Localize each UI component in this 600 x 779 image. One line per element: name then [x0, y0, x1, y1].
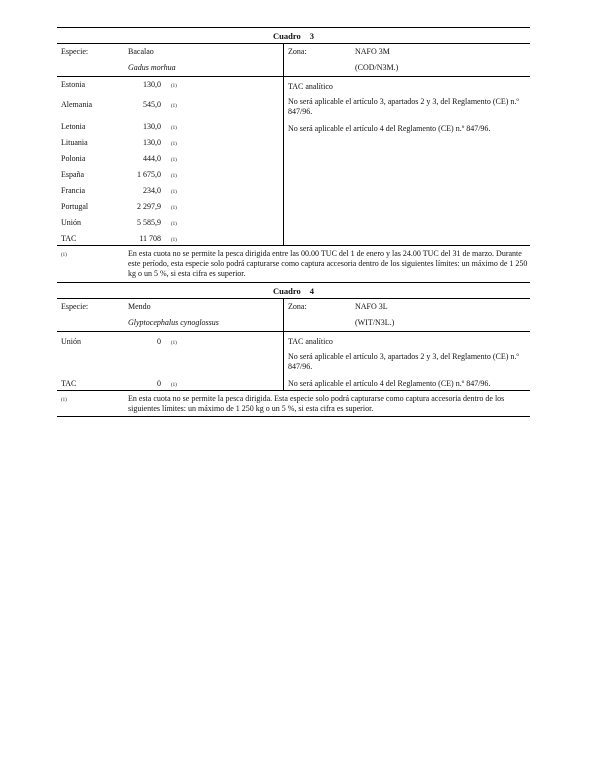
country-name: Alemania	[61, 100, 93, 109]
species-common-name: Mendo	[128, 302, 151, 311]
country-quota-list	[57, 332, 284, 390]
zone-name: NAFO 3M	[355, 47, 390, 56]
footnote-ref: (1)	[171, 222, 177, 227]
country-name: Lituania	[61, 138, 88, 147]
quota-value: 11 708	[139, 234, 161, 243]
quota-value: 130,0	[143, 138, 161, 147]
quota-value: 130,0	[143, 122, 161, 131]
footnote-ref: (1)	[171, 206, 177, 211]
quota-table-4	[57, 283, 530, 417]
quota-value: 130,0	[143, 80, 161, 89]
country-name: Unión	[61, 337, 81, 346]
quota-row	[57, 138, 283, 149]
footnote-ref: (1)	[171, 126, 177, 131]
species-latin-name: Glyptocephalus cynoglossus	[128, 318, 219, 327]
footnote	[57, 390, 530, 417]
zone-label: Zona:	[288, 47, 307, 56]
quota-value: 545,0	[143, 100, 161, 109]
note-article-4: No será aplicable el artículo 4 del Reglamento (CE) n.º 847/96.	[288, 124, 491, 133]
species-common-name: Bacalao	[128, 47, 154, 56]
footnote-ref: (1)	[171, 158, 177, 163]
table-title: Cuadro 3	[273, 31, 314, 41]
table-header	[57, 27, 530, 44]
note-article-4: No será aplicable el artículo 4 del Reglamento (CE) n.º 847/96.	[288, 379, 491, 388]
country-name: Polonia	[61, 154, 86, 163]
species-label: Especie:	[61, 47, 89, 56]
quota-row	[57, 218, 283, 229]
quota-body	[57, 77, 530, 245]
quota-row	[57, 337, 283, 348]
quota-row	[57, 122, 283, 133]
species-row	[57, 299, 530, 332]
quota-body	[57, 332, 530, 390]
country-name: TAC	[61, 234, 77, 243]
species-latin-name: Gadus morhua	[128, 63, 176, 72]
country-name: Francia	[61, 186, 85, 195]
quota-row	[57, 100, 283, 111]
quota-value: 1 675,0	[137, 170, 161, 179]
quota-row	[57, 379, 283, 390]
quota-row	[57, 186, 283, 197]
quota-value: 5 585,9	[137, 218, 161, 227]
zone-code: (COD/N3M.)	[355, 63, 399, 72]
quota-value: 444,0	[143, 154, 161, 163]
tac-type: TAC analítico	[288, 337, 333, 346]
country-name: Letonia	[61, 122, 86, 131]
quota-value: 0	[157, 379, 161, 388]
country-name: TAC	[61, 379, 77, 388]
note-article-3: No será aplicable el artículo 3, apartados 2 y 3, del Reglamento (CE) n.º 847/96.	[288, 97, 519, 116]
country-name: Unión	[61, 218, 81, 227]
country-quota-list	[57, 77, 284, 245]
footnote-ref: (1)	[171, 383, 177, 388]
quota-table-3	[57, 27, 530, 283]
footnote-ref: (1)	[171, 174, 177, 179]
zone-name: NAFO 3L	[355, 302, 388, 311]
quota-value: 0	[157, 337, 161, 346]
footnote-text: En esta cuota no se permite la pesca dirigida entre las 00.00 TUC del 1 de enero y las 24.00 TUC del 31 de marzo. Durante este período, esta especie solo podrá capturarse como captura accesoria dentro de los siguientes límites: un máximo de 1 250 kg o un 5 %, si esta cifra es superior.	[128, 249, 528, 278]
footnote-mark: (1)	[61, 253, 67, 258]
footnote-ref: (1)	[171, 190, 177, 195]
table-header	[57, 283, 530, 299]
quota-value: 234,0	[143, 186, 161, 195]
quota-row	[57, 234, 283, 245]
footnote-ref: (1)	[171, 238, 177, 243]
footnote-ref: (1)	[171, 84, 177, 89]
footnote-ref: (1)	[171, 104, 177, 109]
country-name: Estonia	[61, 80, 85, 89]
zone-code: (WIT/N3L.)	[355, 318, 395, 327]
country-name: España	[61, 170, 85, 179]
quota-row	[57, 170, 283, 181]
species-row	[57, 44, 530, 77]
footnote-text: En esta cuota no se permite la pesca dirigida. Esta especie solo podrá capturarse como captura accesoria dentro de los siguientes límites: un máximo de 1 250 kg o un 5 %, si esta cifra es superior.	[128, 394, 505, 413]
quota-value: 2 297,9	[137, 202, 161, 211]
note-article-3: No será aplicable el artículo 3, apartados 2 y 3, del Reglamento (CE) n.º 847/96.	[288, 352, 519, 371]
document-page	[57, 27, 530, 417]
footnote	[57, 245, 530, 283]
table-title: Cuadro 4	[273, 286, 314, 296]
tac-type: TAC analítico	[288, 82, 333, 91]
country-name: Portugal	[61, 202, 89, 211]
quota-row	[57, 154, 283, 165]
footnote-ref: (1)	[171, 142, 177, 147]
species-label: Especie:	[61, 302, 89, 311]
quota-row	[57, 202, 283, 213]
quota-row	[57, 80, 283, 91]
footnote-ref: (1)	[171, 341, 177, 346]
zone-label: Zona:	[288, 302, 307, 311]
footnote-mark: (1)	[61, 398, 67, 403]
